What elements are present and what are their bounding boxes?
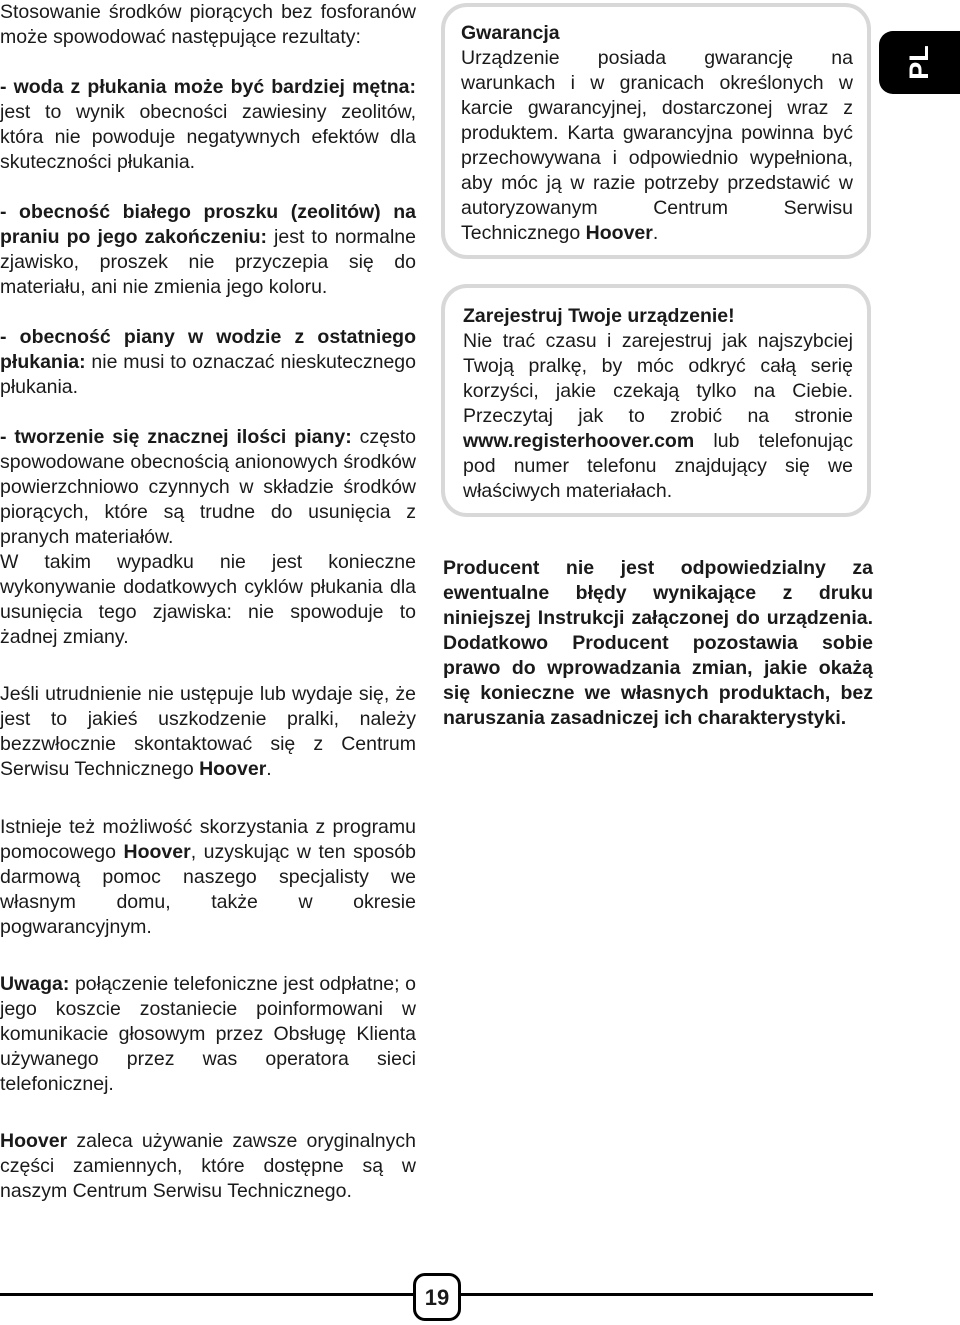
note-label: Uwaga:	[0, 973, 70, 995]
list-item-excess-foam	[0, 425, 416, 550]
warranty-text	[461, 46, 853, 246]
register-title: Zarejestruj Twoje urządzenie!	[463, 305, 735, 327]
spare-parts-text: zaleca używanie zawsze oryginalnych części zamiennych, które dostępne są w naszym Centrum Serwisu Technicznego.	[0, 1130, 416, 1202]
assistance-text: Istnieje też możliwość skorzystania z programu pomocowego	[0, 816, 416, 863]
list-item-excess-foam-note: W takim wypadku nie jest konieczne wykonywanie dodatkowych cyklów płukania dla usunięcia tego zjawiska: nie spowoduje to żadnej zmiany.	[0, 551, 416, 648]
warranty-title: Gwarancja	[461, 22, 560, 44]
language-code: PL	[903, 45, 934, 80]
intro-paragraph: Stosowanie środków piorących bez fosforanów może spowodować następujące rezultaty:	[0, 1, 416, 48]
item-text: jest to wynik obecności zawiesiny zeolitów, która nie powoduje negatywnych efektów dla skuteczności płukania.	[0, 101, 416, 173]
register-box	[441, 284, 871, 517]
service-text: Jeśli utrudnienie nie ustępuje lub wydaje się, że jest to jakieś uszkodzenie pralki, należy bezzwłocznie skontaktować się z Centrum Serwisu Technicznego	[0, 683, 416, 780]
spare-parts-paragraph	[0, 1129, 416, 1204]
left-column	[0, 0, 416, 1204]
item-heading: - tworzenie się znacznej ilości piany:	[0, 426, 352, 448]
warranty-end: .	[652, 222, 659, 244]
language-tab	[879, 31, 960, 94]
item-text: często spowodowane obecnością anionowych środków powierzchniowo czynnych w składzie środków piorących, które są trudne do usunięcia z pranych materiałów.	[0, 426, 416, 548]
assistance-text-2: , uzyskując w ten sposób darmową pomoc naszego specjalisty we własnym domu, także w okresie pogwarancyjnym.	[0, 841, 416, 938]
note-text: połączenie telefoniczne jest odpłatne; o jego koszcie zostaniecie poinformowani w komunikacie głosowym przez Obsługę Klienta używanego przez was operatora sieci telefonicznej.	[0, 973, 416, 1095]
service-paragraph	[0, 682, 416, 782]
note-paragraph	[0, 972, 416, 1097]
item-text: jest to normalne zjawisko, proszek nie przyczepia się do materiału, ani nie zmienia jego koloru.	[0, 226, 416, 298]
service-end: .	[266, 758, 272, 780]
item-text: nie musi to oznaczać nieskutecznego płukania.	[0, 351, 416, 398]
register-url: www.registerhoover.com	[463, 430, 695, 452]
list-item-foam-rinse	[0, 325, 416, 400]
list-item-cloudy-water	[0, 75, 416, 175]
brand-name: Hoover	[585, 222, 653, 244]
register-body-2: lub telefonując pod numer telefonu znajdujący się we właściwych materiałach.	[463, 430, 853, 502]
brand-name: Hoover	[199, 758, 267, 780]
register-body: Nie trać czasu i zarejestruj jak najszybciej Twoją pralkę, by móc odkryć całą serię korzyści, jakie czekają tylko na Ciebie. Przeczytaj jak to zrobić na stronie	[463, 330, 853, 427]
register-text	[463, 329, 853, 504]
item-heading: - obecność białego proszku (zeolitów) na praniu po jego zakończeniu:	[0, 201, 416, 248]
producer-disclaimer: Producent nie jest odpowiedzialny za ewentualne błędy wynikające z druku niniejszej Instrukcji załączonej do urządzenia. Dodatkowo Producent pozostawia sobie prawo do wprowadzania zmian, jakie okażą się konieczne we własnych produktach, bez naruszania zasadniczej ich charakterystyki.	[443, 557, 873, 729]
item-heading: - woda z płukania może być bardziej mętna:	[0, 76, 416, 98]
warranty-body: Urządzenie posiada gwarancję na warunkach i w granicach określonych w karcie gwarancyjnej, dostarczonej wraz z produktem. Karta gwarancyjna powinna być przechowywana i odpowiednio wypełniona, aby móc ją w razie potrzeby przedstawić w autoryzowanym Centrum Serwisu Technicznego	[461, 47, 853, 244]
footer-rule-right	[461, 1293, 873, 1296]
assistance-paragraph	[0, 815, 416, 940]
page-number: 19	[413, 1273, 461, 1321]
footer-rule-left	[0, 1293, 413, 1296]
list-item-white-powder	[0, 200, 416, 300]
warranty-box	[441, 3, 871, 259]
brand-name: Hoover	[123, 841, 191, 863]
brand-name: Hoover	[0, 1130, 68, 1152]
item-heading: - obecność piany w wodzie z ostatniego płukania:	[0, 326, 416, 373]
